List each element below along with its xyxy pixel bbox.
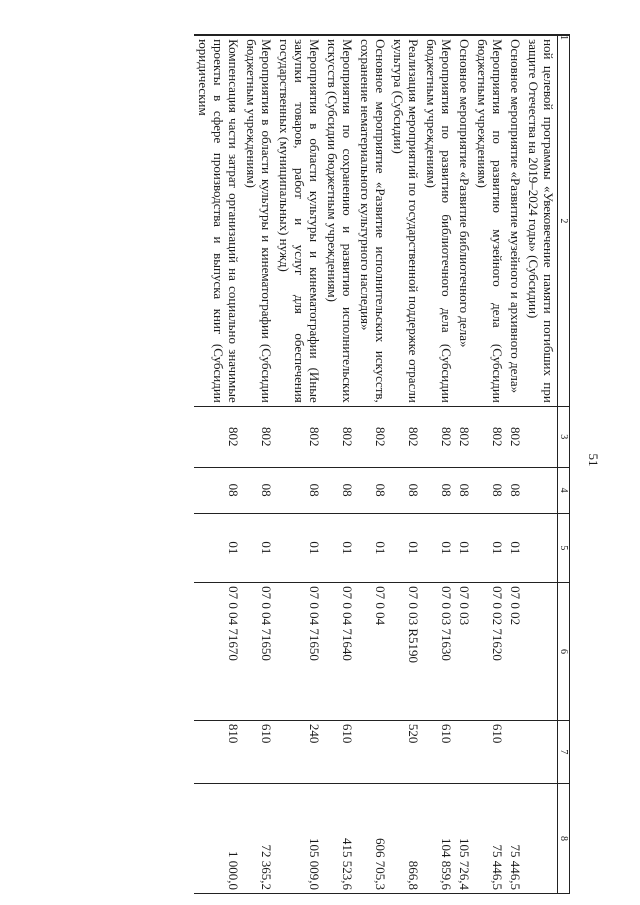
row-expense-type: 520: [389, 720, 422, 783]
table-row: [356, 35, 389, 894]
row-subsection: 01: [506, 513, 524, 582]
row-section: 08: [422, 467, 455, 513]
row-section: 08: [455, 467, 473, 513]
row-admin-code: 802: [473, 406, 506, 467]
row-subsection: 01: [422, 513, 455, 582]
row-name: Мероприятия по развитию музейного дела (Субсидии бюджетным учреждениям): [473, 36, 506, 407]
row-target-article: 07 0 03 R5190: [389, 583, 422, 721]
row-name: ной целевой программы «Увековечение памяти погибших при защите Отечества на 2019–2024 годы» (Субсидии): [524, 36, 558, 407]
row-amount: 75 446,5: [473, 783, 506, 893]
row-amount: 105 726,4: [455, 783, 473, 893]
row-section: 08: [275, 467, 323, 513]
row-name: Основное мероприятие «Развитие библиотечного дела»: [455, 36, 473, 407]
row-admin-code: 802: [422, 406, 455, 467]
row-admin-code: 802: [455, 406, 473, 467]
row-target-article: 07 0 04 71650: [242, 583, 275, 721]
header-col-8: 8: [558, 783, 570, 893]
row-section: 08: [356, 467, 389, 513]
header-col-6: 6: [558, 583, 570, 721]
table-row: [422, 35, 455, 894]
row-admin-code: 802: [389, 406, 422, 467]
row-subsection: 01: [455, 513, 473, 582]
table-header-row: [558, 35, 570, 894]
row-name: Основное мероприятие «Развитие исполнительских искусств, сохранение нематериального культурного наследия»: [356, 36, 389, 407]
row-target-article: 07 0 04 71640: [323, 583, 356, 721]
row-amount: 1 000,0: [194, 783, 242, 893]
header-col-4: 4: [558, 467, 570, 513]
row-admin-code: [524, 406, 558, 467]
row-target-article: 07 0 02: [506, 583, 524, 721]
row-expense-type: 810: [194, 720, 242, 783]
table-row: [506, 35, 524, 894]
row-subsection: 01: [194, 513, 242, 582]
row-admin-code: 802: [242, 406, 275, 467]
row-admin-code: 802: [275, 406, 323, 467]
row-name: Мероприятия в области культуры и кинематографии (Иные закупки товаров, работ и услуг для обеспечения государственных (муниципальных) нужд): [275, 36, 323, 407]
row-expense-type: [506, 720, 524, 783]
table-row: [323, 35, 356, 894]
row-subsection: 01: [389, 513, 422, 582]
row-name: Реализация мероприятий по государственной поддержке отрасли культура (Субсидии): [389, 36, 422, 407]
table-row: [275, 35, 323, 894]
row-amount: 606 705,3: [356, 783, 389, 893]
header-col-3: 3: [558, 406, 570, 467]
row-name: Мероприятия по развитию библиотечного дела (Субсидии бюджетным учреждениям): [422, 36, 455, 407]
row-subsection: 01: [242, 513, 275, 582]
row-target-article: 07 0 04: [356, 583, 389, 721]
table-row: [194, 35, 242, 894]
row-subsection: 01: [473, 513, 506, 582]
page-number: 51: [586, 453, 601, 467]
row-target-article: [524, 583, 558, 721]
row-name: Основное мероприятие «Развитие музейного и архивного дела»: [506, 36, 524, 407]
table-row: [242, 35, 275, 894]
header-col-7: 7: [558, 720, 570, 783]
row-subsection: 01: [275, 513, 323, 582]
row-amount: 75 446,5: [506, 783, 524, 893]
table-row: [524, 35, 558, 894]
header-col-1: 1: [558, 35, 569, 40]
budget-table: [194, 34, 570, 894]
row-subsection: [524, 513, 558, 582]
row-target-article: 07 0 03: [455, 583, 473, 721]
header-col-5: 5: [558, 513, 570, 582]
row-subsection: 01: [323, 513, 356, 582]
table-row: [389, 35, 422, 894]
row-section: 08: [323, 467, 356, 513]
row-name: Мероприятия в области культуры и кинематографии (Субсидии бюджетным учреждениям): [242, 36, 275, 407]
table-row: [473, 35, 506, 894]
row-admin-code: 802: [323, 406, 356, 467]
row-section: 08: [389, 467, 422, 513]
row-amount: [524, 783, 558, 893]
row-expense-type: [524, 720, 558, 783]
row-amount: 866,8: [389, 783, 422, 893]
row-section: 08: [506, 467, 524, 513]
row-expense-type: [356, 720, 389, 783]
row-name: Мероприятия по сохранению и развитию исполнительских искусств (Субсидии бюджетным учреждениям): [323, 36, 356, 407]
budget-table-rotated: [90, 34, 570, 894]
row-expense-type: [455, 720, 473, 783]
row-amount: 104 859,6: [422, 783, 455, 893]
row-target-article: 07 0 04 71650: [275, 583, 323, 721]
row-expense-type: 240: [275, 720, 323, 783]
row-expense-type: 610: [422, 720, 455, 783]
header-col-2: 2: [558, 36, 570, 407]
row-expense-type: 610: [323, 720, 356, 783]
row-name: Компенсация части затрат организаций на социально значимые проекты в сфере производства и выпуска книг (Субсидии юридическим: [194, 36, 242, 407]
row-amount: 415 523,6: [323, 783, 356, 893]
row-amount: 72 365,2: [242, 783, 275, 893]
row-subsection: 01: [356, 513, 389, 582]
row-target-article: 07 0 04 71670: [194, 583, 242, 721]
row-target-article: 07 0 02 71620: [473, 583, 506, 721]
row-section: 08: [242, 467, 275, 513]
row-admin-code: 802: [194, 406, 242, 467]
row-section: 08: [194, 467, 242, 513]
row-section: [524, 467, 558, 513]
row-target-article: 07 0 03 71630: [422, 583, 455, 721]
row-expense-type: 610: [473, 720, 506, 783]
row-section: 08: [473, 467, 506, 513]
row-amount: 105 009,0: [275, 783, 323, 893]
row-expense-type: 610: [242, 720, 275, 783]
row-admin-code: 802: [506, 406, 524, 467]
table-row: [455, 35, 473, 894]
row-admin-code: 802: [356, 406, 389, 467]
